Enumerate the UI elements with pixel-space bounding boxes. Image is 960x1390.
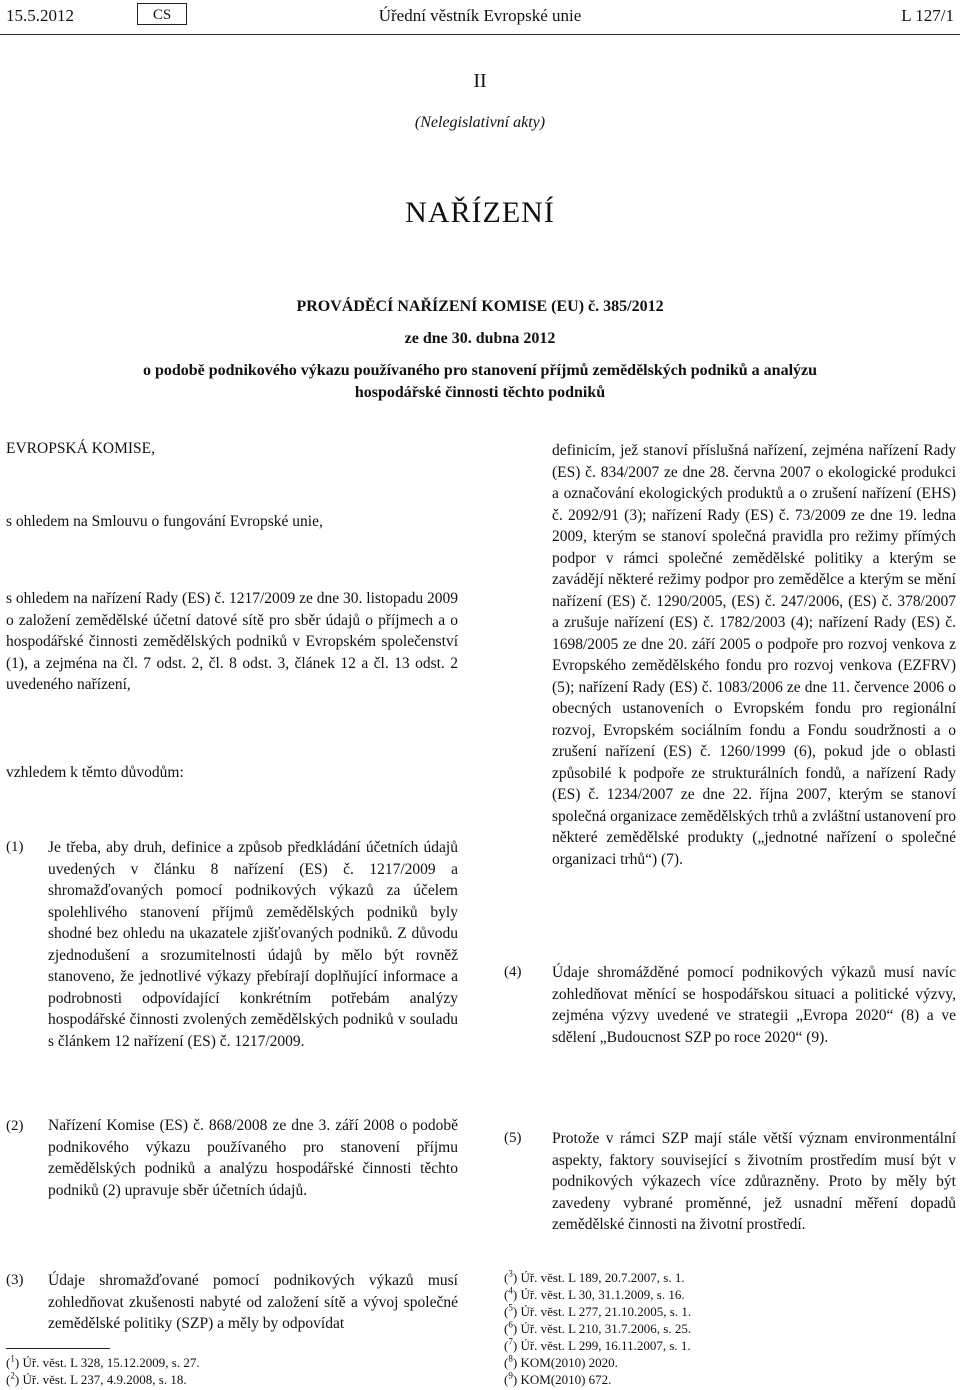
regulation-title: PROVÁDĚCÍ NAŘÍZENÍ KOMISE (EU) č. 385/2012 — [296, 298, 664, 315]
footnote-7: ($^7$) Úř. věst. L 299, 16.11.2007, s. 1. — [504, 1336, 691, 1353]
language-badge: CS — [137, 3, 187, 25]
recital-3-number: (3) — [6, 1272, 24, 1288]
header-rule — [0, 34, 960, 35]
recital-5-text: Protože v rámci SZP mají stále větší význam environmentální aspekty, faktory související s životním prostředím musí být v podnikových výkazech více zdůrazněny. Proto by měly být zavedeny vybrané proměnné, jež usnadní měření dopadů zemědělské činnosti na životní prostředí. — [552, 1130, 956, 1233]
footnote-5: ($^5$) Úř. věst. L 277, 21.10.2005, s. 1. — [504, 1302, 692, 1319]
part-heading: II — [473, 70, 487, 92]
whereas-heading: vzhledem k těmto důvodům: — [6, 764, 184, 781]
recital-2-number: (2) — [6, 1118, 24, 1134]
footnote-9: ($^9$) KOM(2010) 672. — [504, 1370, 612, 1387]
page-reference: L 127/1 — [901, 6, 954, 25]
recital-3-continuation: definicím, jež stanoví příslušná nařízení, zejména nařízení Rady (ES) č. 834/2007 ze dne 28. června 2007 o ekologické produkci a označování ekologických produktů a o zrušení nařízení (EHS) č. 2092/91 (3); nařízení Rady (ES) č. 73/2009 ze dne 19. ledna 2009, kterým se stanoví společná pravidla pro režimy přímých podpor v rámci společné zemědělské politiky a kterým se zavádějí některé režimy podpor pro zemědělce a kterým se mění nařízení (ES) č. 1290/2005, (ES) č. 247/2006, (ES) č. 378/2007 a zrušuje nařízení (ES) č. 1782/2003 (4); nařízení Rady (ES) č. 1698/2005 ze dne 20. září 2005 o podpoře pro rozvoj venkova z Evropského zemědělského fondu pro rozvoj venkova (EZFRV) (5); nařízení Rady (ES) č. 1083/2006 ze dne 11. července 2006 o obecných ustanoveních o Evropském fondu pro regionální rozvoj, Evropském sociálním fondu a Fondu soudržnosti a o zrušení nařízení (ES) č. 1260/1999 (6), pokud jde o oblasti způsobilé k podpoře ze strukturálních fondů, a nařízení Rady (ES) č. 1234/2007 ze dne 22. října 2007, kterým se stanoví společná organizace zemědělských trhů a zvláštní ustanovení pro některé zemědělské produkty („jednotné nařízení o společné organizaci trhů“) (7). — [552, 442, 956, 868]
footnote-6: ($^6$) Úř. věst. L 210, 31.7.2006, s. 25. — [504, 1319, 692, 1336]
regulation-subject-line2: hospodářské činnosti těchto podniků — [354, 384, 606, 401]
regulation-date: ze dne 30. dubna 2012 — [404, 330, 556, 347]
footnote-2: ($^2$) Úř. věst. L 237, 4.9.2008, s. 18. — [6, 1370, 187, 1387]
header-date: 15.5.2012 — [6, 6, 74, 25]
section-title: NAŘÍZENÍ — [405, 196, 555, 229]
footnote-rule-left — [6, 1348, 110, 1349]
commission-heading: EVROPSKÁ KOMISE, — [6, 440, 155, 457]
citation-regulation: s ohledem na nařízení Rady (ES) č. 1217/2009 ze dne 30. listopadu 2009 o založení zemědělské účetní datové sítě pro sběr údajů o příjmech a o hospodářské činnosti zemědělských podniků v Evropském společenství (1), a zejména na čl. 7 odst. 2, čl. 8 odst. 3, článek 12 a čl. 13 odst. 2 uvedeného nařízení, — [6, 590, 458, 693]
recital-1-text: Je třeba, aby druh, definice a způsob předkládání účetních údajů uvedených v článku 8 nařízení (ES) č. 1217/2009 a shromažďovaných pomocí podnikových výkazů za účelem spolehlivého stanovení příjmů zemědělských podniků byly shodné bez ohledu na ukazatele zjišťovaných podniků. Z důvodu zjednodušení a srozumitelnosti údajů by mělo být rovněž stanoveno, že jednotlivé výkazy přebírají doplňující informace a podrobnosti odpovídající konkrétním potřebám analýzy hospodářské činnosti zvolených zemědělských podniků v souladu s článkem 12 nařízení (ES) č. 1217/2009. — [48, 839, 458, 1050]
recital-3-text: Údaje shromažďované pomocí podnikových výkazů musí zohledňovat zkušenosti nabyté od založení sítě a vývoj společné zemědělské politiky (SZP) a měly by odpovídat — [48, 1272, 458, 1332]
part-subheading: (Nelegislativní akty) — [414, 114, 546, 131]
recital-4-text: Údaje shromážděné pomocí podnikových výkazů musí navíc zohledňovat měnící se hospodářskou situaci a politické výzvy, zejména výzvy uvedené ve strategii „Evropa 2020“ (8) a ve sdělení „Budoucnost SZP po roce 2020“ (9). — [552, 964, 956, 1046]
footnotes-right — [504, 1269, 954, 1388]
footnote-3: ($^3$) Úř. věst. L 189, 20.7.2007, s. 1. — [504, 1268, 685, 1285]
citation-treaty: s ohledem na Smlouvu o fungování Evropské unie, — [6, 513, 323, 530]
footnote-4: ($^4$) Úř. věst. L 30, 31.1.2009, s. 16. — [504, 1285, 685, 1302]
regulation-subject-line1: o podobě podnikového výkazu používaného pro stanovení příjmů zemědělských podniků a analýzu — [142, 362, 818, 379]
footnote-1: ($^1$) Úř. věst. L 328, 15.12.2009, s. 27. — [6, 1353, 200, 1370]
recital-1-number: (1) — [6, 839, 24, 855]
journal-title: Úřední věstník Evropské unie — [378, 6, 582, 25]
recital-5-number: (5) — [504, 1130, 522, 1146]
footnote-8: ($^8$) KOM(2010) 2020. — [504, 1353, 618, 1370]
footnotes-left — [6, 1354, 456, 1388]
recital-2-text: Nařízení Komise (ES) č. 868/2008 ze dne 3. září 2008 o podobě podnikového výkazu používaného pro stanovení příjmu zemědělských podniků a analýzu hospodářské činnosti těchto podniků (2) upravuje sběr účetních údajů. — [48, 1117, 458, 1199]
recital-4-number: (4) — [504, 964, 522, 980]
